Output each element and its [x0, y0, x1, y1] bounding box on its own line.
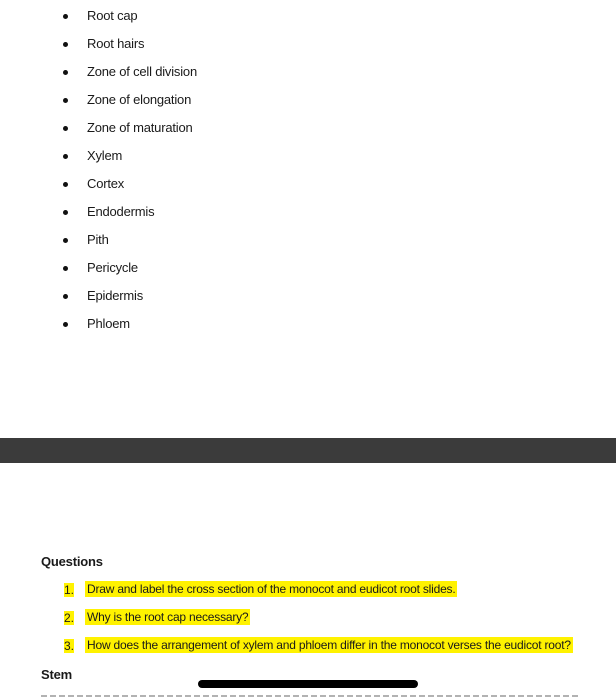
bullet-text: Zone of maturation [87, 120, 193, 135]
list-item [0, 118, 400, 140]
list-item [0, 6, 400, 28]
bullet-text: Zone of cell division [87, 64, 197, 79]
bullet-icon [63, 266, 68, 271]
question-text: Draw and label the cross section of the monocot and eudicot root slides. [87, 582, 456, 596]
bullet-text: Pith [87, 232, 109, 247]
home-indicator-bar[interactable] [198, 680, 418, 688]
list-item [0, 62, 400, 84]
questions-heading: Questions [41, 554, 103, 569]
stem-heading: Stem [41, 667, 72, 682]
list-item [0, 202, 400, 224]
bullet-icon [63, 182, 68, 187]
bullet-icon [63, 322, 68, 327]
bullet-text: Epidermis [87, 288, 143, 303]
bullet-text: Root hairs [87, 36, 145, 51]
bullet-text: Cortex [87, 176, 125, 191]
list-item [0, 286, 400, 308]
bullet-icon [63, 126, 68, 131]
bullet-text: Phloem [87, 316, 130, 331]
bullet-text: Endodermis [87, 204, 155, 219]
bullet-icon [63, 154, 68, 159]
list-item [0, 230, 400, 252]
list-item [0, 314, 400, 336]
cut-off-paragraph [41, 691, 601, 700]
bullet-icon [63, 14, 68, 19]
list-item [0, 146, 400, 168]
bullet-text: Root cap [87, 8, 138, 23]
bullet-icon [63, 42, 68, 47]
question-number: 1. [64, 583, 75, 597]
bullet-text: Pericycle [87, 260, 138, 275]
question-number: 3. [64, 639, 75, 653]
bullet-text: Xylem [87, 148, 123, 163]
cut-off-text-line [41, 695, 581, 697]
list-item [0, 174, 400, 196]
bullet-icon [63, 98, 68, 103]
question-text: Why is the root cap necessary? [87, 610, 249, 624]
list-item [0, 258, 400, 280]
list-item [0, 90, 400, 112]
bullet-text: Zone of elongation [87, 92, 192, 107]
list-item [0, 34, 400, 56]
bullet-icon [63, 70, 68, 75]
bullet-icon [63, 238, 68, 243]
bullet-icon [63, 294, 68, 299]
question-number: 2. [64, 611, 75, 625]
question-text: How does the arrangement of xylem and phloem differ in the monocot verses the eudicot root? [87, 638, 571, 652]
page-break-divider [0, 438, 616, 463]
bullet-icon [63, 210, 68, 215]
